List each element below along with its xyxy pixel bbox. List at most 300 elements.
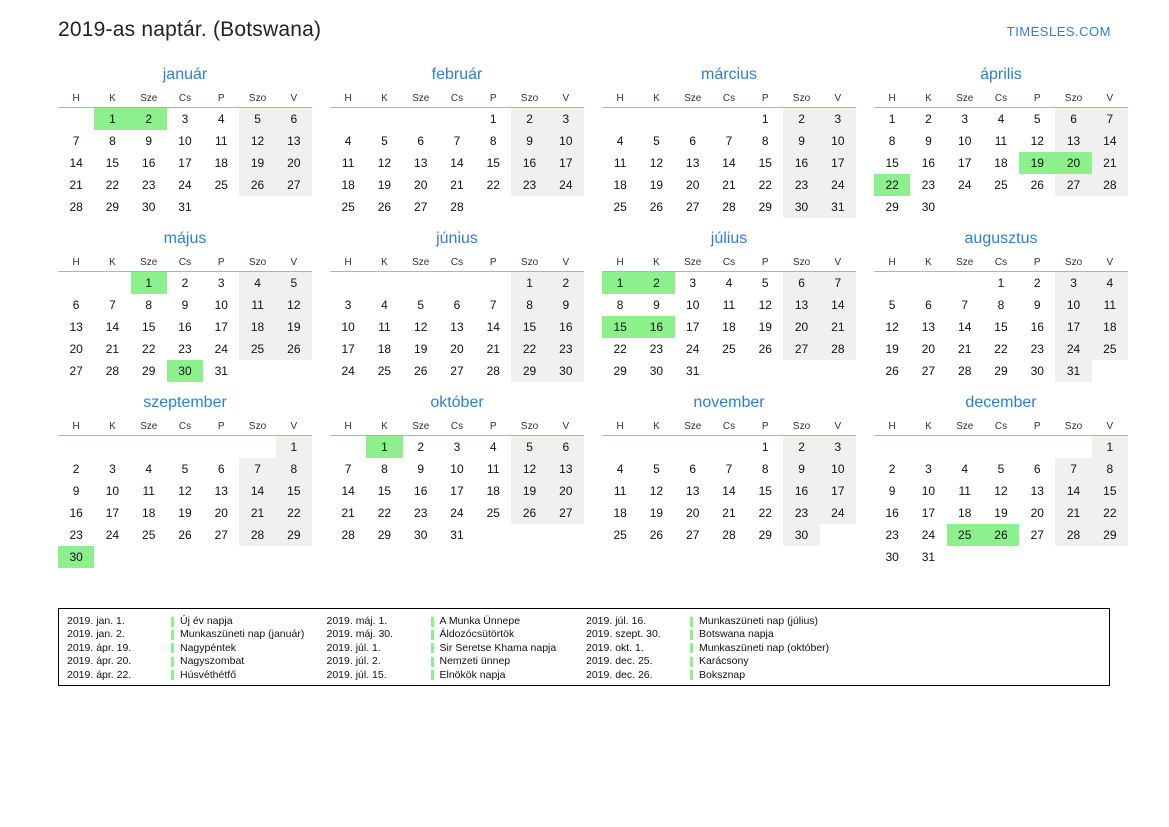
- day-cell[interactable]: 19: [649, 178, 664, 192]
- day-cell[interactable]: 16: [783, 152, 819, 174]
- day-cell[interactable]: 23: [511, 174, 547, 196]
- day-cell[interactable]: 18: [1092, 316, 1128, 338]
- day-cell[interactable]: 24: [450, 506, 464, 520]
- day-cell[interactable]: 10: [178, 134, 192, 148]
- day-cell[interactable]: 4: [961, 462, 969, 476]
- day-cell[interactable]: 2: [783, 436, 819, 459]
- day-cell[interactable]: 28: [450, 200, 464, 214]
- day-cell[interactable]: 10: [686, 298, 700, 312]
- day-cell[interactable]: 5: [511, 436, 547, 459]
- day-cell[interactable]: 12: [994, 484, 1008, 498]
- day-cell[interactable]: 14: [1092, 130, 1128, 152]
- day-cell[interactable]: 27: [1030, 528, 1044, 542]
- day-cell[interactable]: 29: [142, 364, 156, 378]
- day-cell[interactable]: 18: [214, 156, 228, 170]
- day-cell[interactable]: 3: [344, 298, 352, 312]
- day-cell[interactable]: 27: [450, 364, 464, 378]
- day-cell[interactable]: 20: [1030, 506, 1044, 520]
- day-cell[interactable]: 3: [109, 462, 116, 476]
- day-cell[interactable]: 13: [686, 156, 700, 170]
- day-cell[interactable]: 16: [1030, 320, 1044, 334]
- day-cell[interactable]: 19: [414, 342, 428, 356]
- day-cell[interactable]: 15: [758, 156, 772, 170]
- day-cell[interactable]: 10: [341, 320, 355, 334]
- day-cell[interactable]: 1: [511, 272, 547, 295]
- day-cell[interactable]: 9: [548, 294, 584, 316]
- day-cell[interactable]: 5: [181, 462, 189, 476]
- day-cell[interactable]: 22: [486, 178, 500, 192]
- day-cell[interactable]: 3: [820, 108, 856, 131]
- day-cell[interactable]: 27: [276, 174, 312, 196]
- day-cell[interactable]: 5: [381, 134, 388, 148]
- day-cell[interactable]: 24: [548, 174, 584, 196]
- day-cell[interactable]: 21: [722, 506, 736, 520]
- day-cell[interactable]: 25: [613, 528, 627, 542]
- day-cell[interactable]: 24: [820, 502, 856, 524]
- day-cell[interactable]: 9: [783, 458, 819, 480]
- day-cell[interactable]: 8: [109, 134, 116, 148]
- day-cell[interactable]: 6: [783, 272, 819, 295]
- day-cell[interactable]: 3: [548, 108, 584, 131]
- day-cell[interactable]: 4: [239, 272, 275, 295]
- day-cell[interactable]: 24: [958, 178, 972, 192]
- day-cell[interactable]: 26: [758, 342, 772, 356]
- day-cell[interactable]: 28: [341, 528, 355, 542]
- day-cell[interactable]: 7: [453, 134, 461, 148]
- day-cell[interactable]: 12: [377, 156, 392, 170]
- day-cell[interactable]: 8: [1092, 458, 1128, 480]
- day-cell[interactable]: 13: [1030, 484, 1044, 498]
- day-cell[interactable]: 6: [925, 298, 932, 312]
- day-cell[interactable]: 5: [653, 134, 660, 148]
- day-cell[interactable]: 14: [958, 320, 972, 334]
- day-cell[interactable]: 24: [105, 528, 120, 542]
- day-cell[interactable]: 11: [378, 320, 391, 334]
- day-cell[interactable]: 6: [217, 462, 225, 476]
- day-cell[interactable]: 8: [761, 462, 769, 476]
- day-cell[interactable]: 22: [994, 342, 1008, 356]
- day-cell[interactable]: 23: [69, 528, 83, 542]
- day-cell[interactable]: 7: [820, 272, 856, 295]
- day-cell[interactable]: 5: [997, 462, 1005, 476]
- day-cell[interactable]: 16: [885, 506, 899, 520]
- day-cell[interactable]: 26: [276, 338, 312, 360]
- day-cell[interactable]: 23: [783, 502, 819, 524]
- day-cell[interactable]: 8: [511, 294, 547, 316]
- day-cell[interactable]: 13: [1055, 130, 1091, 152]
- day-cell[interactable]: 9: [783, 130, 819, 152]
- day-cell[interactable]: 4: [1092, 272, 1128, 295]
- day-cell[interactable]: 25: [947, 524, 983, 546]
- day-cell[interactable]: 14: [722, 156, 736, 170]
- day-cell[interactable]: 17: [820, 152, 856, 174]
- day-cell[interactable]: 11: [613, 484, 627, 498]
- day-cell[interactable]: 27: [1055, 174, 1091, 196]
- day-cell[interactable]: 5: [417, 298, 425, 312]
- day-cell[interactable]: 26: [511, 502, 547, 524]
- day-cell[interactable]: 11: [487, 462, 500, 476]
- day-cell[interactable]: 18: [994, 156, 1008, 170]
- day-cell[interactable]: 15: [511, 316, 547, 338]
- day-cell[interactable]: 7: [239, 458, 275, 480]
- day-cell[interactable]: 21: [450, 178, 464, 192]
- day-cell[interactable]: 29: [758, 200, 772, 214]
- day-cell[interactable]: 28: [239, 524, 275, 546]
- day-cell[interactable]: 9: [653, 298, 660, 312]
- day-cell[interactable]: 31: [214, 364, 228, 378]
- day-cell[interactable]: 1: [761, 440, 769, 454]
- day-cell[interactable]: 22: [511, 338, 547, 360]
- day-cell[interactable]: 24: [178, 178, 192, 192]
- day-cell[interactable]: 2: [638, 272, 674, 295]
- day-cell[interactable]: 4: [489, 440, 497, 454]
- day-cell[interactable]: 4: [616, 462, 624, 476]
- day-cell[interactable]: 13: [69, 320, 83, 334]
- day-cell[interactable]: 16: [69, 506, 83, 520]
- day-cell[interactable]: 19: [276, 316, 312, 338]
- day-cell[interactable]: 21: [958, 342, 972, 356]
- day-cell[interactable]: 7: [961, 298, 969, 312]
- day-cell[interactable]: 24: [214, 342, 228, 356]
- day-cell[interactable]: 11: [994, 134, 1008, 148]
- day-cell[interactable]: 24: [820, 174, 856, 196]
- day-cell[interactable]: 1: [366, 436, 402, 459]
- day-cell[interactable]: 27: [548, 502, 584, 524]
- day-cell[interactable]: 9: [511, 130, 547, 152]
- day-cell[interactable]: 1: [489, 112, 497, 126]
- day-cell[interactable]: 27: [214, 528, 228, 542]
- day-cell[interactable]: 29: [758, 528, 772, 542]
- day-cell[interactable]: 14: [820, 294, 856, 316]
- day-cell[interactable]: 10: [548, 130, 584, 152]
- day-cell[interactable]: 14: [722, 484, 736, 498]
- day-cell[interactable]: 18: [239, 316, 275, 338]
- day-cell[interactable]: 8: [381, 462, 388, 476]
- day-cell[interactable]: 6: [1033, 462, 1041, 476]
- day-cell[interactable]: 20: [69, 342, 83, 356]
- day-cell[interactable]: 28: [1055, 524, 1091, 546]
- day-cell[interactable]: 16: [414, 484, 428, 498]
- day-cell[interactable]: 30: [167, 360, 203, 382]
- day-cell[interactable]: 21: [105, 342, 120, 356]
- day-cell[interactable]: 27: [686, 528, 700, 542]
- day-cell[interactable]: 3: [961, 112, 969, 126]
- day-cell[interactable]: 31: [820, 196, 856, 218]
- day-cell[interactable]: 25: [341, 200, 355, 214]
- day-cell[interactable]: 17: [178, 156, 192, 170]
- day-cell[interactable]: 2: [417, 440, 425, 454]
- day-cell[interactable]: 23: [178, 342, 192, 356]
- day-cell[interactable]: 28: [69, 200, 83, 214]
- day-cell[interactable]: 8: [145, 298, 153, 312]
- day-cell[interactable]: 12: [414, 320, 428, 334]
- day-cell[interactable]: 21: [341, 506, 355, 520]
- day-cell[interactable]: 16: [783, 480, 819, 502]
- day-cell[interactable]: 22: [613, 342, 627, 356]
- day-cell[interactable]: 6: [417, 134, 425, 148]
- day-cell[interactable]: 10: [450, 462, 464, 476]
- day-cell[interactable]: 14: [239, 480, 275, 502]
- day-cell[interactable]: 19: [178, 506, 192, 520]
- day-cell[interactable]: 13: [921, 320, 936, 334]
- day-cell[interactable]: 5: [888, 298, 896, 312]
- day-cell[interactable]: 13: [414, 156, 428, 170]
- day-cell[interactable]: 17: [686, 320, 700, 334]
- day-cell[interactable]: 21: [722, 178, 736, 192]
- day-cell[interactable]: 7: [725, 462, 733, 476]
- day-cell[interactable]: 25: [1092, 338, 1128, 360]
- day-cell[interactable]: 18: [142, 506, 156, 520]
- day-cell[interactable]: 24: [921, 528, 936, 542]
- day-cell[interactable]: 16: [921, 156, 936, 170]
- day-cell[interactable]: 20: [1055, 152, 1091, 174]
- day-cell[interactable]: 7: [344, 462, 352, 476]
- day-cell[interactable]: 15: [602, 316, 638, 338]
- day-cell[interactable]: 2: [548, 272, 584, 295]
- day-cell[interactable]: 24: [1055, 338, 1091, 360]
- day-cell[interactable]: 23: [921, 178, 936, 192]
- day-cell[interactable]: 10: [105, 484, 120, 498]
- day-cell[interactable]: 19: [758, 320, 772, 334]
- day-cell[interactable]: 18: [613, 506, 627, 520]
- day-cell[interactable]: 7: [489, 298, 497, 312]
- day-cell[interactable]: 2: [511, 108, 547, 131]
- day-cell[interactable]: 20: [414, 178, 428, 192]
- day-cell[interactable]: 11: [239, 294, 275, 316]
- day-cell[interactable]: 6: [548, 436, 584, 459]
- day-cell[interactable]: 16: [638, 316, 674, 338]
- day-cell[interactable]: 17: [548, 152, 584, 174]
- day-cell[interactable]: 18: [377, 342, 392, 356]
- day-cell[interactable]: 30: [783, 196, 819, 218]
- day-cell[interactable]: 9: [145, 134, 153, 148]
- day-cell[interactable]: 26: [414, 364, 428, 378]
- day-cell[interactable]: 29: [885, 200, 899, 214]
- day-cell[interactable]: 6: [689, 462, 697, 476]
- day-cell[interactable]: 4: [616, 134, 624, 148]
- day-cell[interactable]: 5: [239, 108, 275, 131]
- day-cell[interactable]: 6: [276, 108, 312, 131]
- day-cell[interactable]: 13: [276, 130, 312, 152]
- day-cell[interactable]: 30: [58, 546, 94, 568]
- day-cell[interactable]: 7: [72, 134, 80, 148]
- day-cell[interactable]: 20: [921, 342, 936, 356]
- day-cell[interactable]: 29: [511, 360, 547, 382]
- day-cell[interactable]: 12: [511, 458, 547, 480]
- day-cell[interactable]: 13: [686, 484, 700, 498]
- day-cell[interactable]: 25: [377, 364, 392, 378]
- day-cell[interactable]: 17: [921, 506, 936, 520]
- day-cell[interactable]: 23: [414, 506, 428, 520]
- day-cell[interactable]: 14: [105, 320, 120, 334]
- day-cell[interactable]: 30: [548, 360, 584, 382]
- day-cell[interactable]: 20: [783, 316, 819, 338]
- day-cell[interactable]: 28: [105, 364, 120, 378]
- day-cell[interactable]: 2: [925, 112, 932, 126]
- day-cell[interactable]: 22: [142, 342, 156, 356]
- day-cell[interactable]: 11: [958, 484, 971, 498]
- day-cell[interactable]: 12: [178, 484, 192, 498]
- day-cell[interactable]: 19: [885, 342, 899, 356]
- day-cell[interactable]: 1: [888, 112, 896, 126]
- day-cell[interactable]: 2: [783, 108, 819, 131]
- day-cell[interactable]: 21: [486, 342, 500, 356]
- day-cell[interactable]: 27: [686, 200, 700, 214]
- day-cell[interactable]: 18: [722, 320, 736, 334]
- day-cell[interactable]: 25: [486, 506, 500, 520]
- day-cell[interactable]: 30: [885, 550, 899, 564]
- day-cell[interactable]: 1: [761, 112, 769, 126]
- day-cell[interactable]: 11: [1092, 294, 1128, 316]
- day-cell[interactable]: 26: [649, 528, 664, 542]
- day-cell[interactable]: 15: [377, 484, 392, 498]
- day-cell[interactable]: 25: [214, 178, 228, 192]
- day-cell[interactable]: 5: [276, 272, 312, 295]
- day-cell[interactable]: 10: [1055, 294, 1091, 316]
- day-cell[interactable]: 15: [885, 156, 899, 170]
- day-cell[interactable]: 17: [1055, 316, 1091, 338]
- day-cell[interactable]: 1: [1092, 436, 1128, 459]
- day-cell[interactable]: 13: [450, 320, 464, 334]
- day-cell[interactable]: 15: [105, 156, 120, 170]
- day-cell[interactable]: 12: [649, 484, 664, 498]
- day-cell[interactable]: 8: [276, 458, 312, 480]
- day-cell[interactable]: 31: [178, 200, 192, 214]
- day-cell[interactable]: 8: [616, 298, 624, 312]
- day-cell[interactable]: 17: [820, 480, 856, 502]
- day-cell[interactable]: 12: [758, 298, 772, 312]
- day-cell[interactable]: 14: [341, 484, 355, 498]
- day-cell[interactable]: 28: [820, 338, 856, 360]
- day-cell[interactable]: 14: [69, 156, 83, 170]
- day-cell[interactable]: 4: [725, 276, 733, 290]
- day-cell[interactable]: 22: [758, 506, 772, 520]
- day-cell[interactable]: 6: [453, 298, 461, 312]
- day-cell[interactable]: 23: [1030, 342, 1044, 356]
- day-cell[interactable]: 2: [1033, 276, 1041, 290]
- day-cell[interactable]: 16: [511, 152, 547, 174]
- day-cell[interactable]: 2: [888, 462, 896, 476]
- day-cell[interactable]: 18: [958, 506, 972, 520]
- day-cell[interactable]: 16: [142, 156, 156, 170]
- day-cell[interactable]: 11: [341, 156, 355, 170]
- day-cell[interactable]: 3: [1055, 272, 1091, 295]
- day-cell[interactable]: 26: [1030, 178, 1044, 192]
- day-cell[interactable]: 17: [105, 506, 120, 520]
- day-cell[interactable]: 26: [377, 200, 392, 214]
- day-cell[interactable]: 4: [145, 462, 153, 476]
- day-cell[interactable]: 11: [722, 298, 736, 312]
- day-cell[interactable]: 21: [239, 502, 275, 524]
- day-cell[interactable]: 17: [958, 156, 972, 170]
- day-cell[interactable]: 15: [994, 320, 1008, 334]
- day-cell[interactable]: 26: [239, 174, 275, 196]
- day-cell[interactable]: 30: [649, 364, 664, 378]
- day-cell[interactable]: 29: [613, 364, 627, 378]
- day-cell[interactable]: 30: [414, 528, 428, 542]
- day-cell[interactable]: 26: [983, 524, 1019, 546]
- day-cell[interactable]: 23: [783, 174, 819, 196]
- day-cell[interactable]: 9: [1033, 298, 1041, 312]
- day-cell[interactable]: 17: [214, 320, 228, 334]
- day-cell[interactable]: 2: [131, 108, 167, 131]
- day-cell[interactable]: 23: [649, 342, 664, 356]
- day-cell[interactable]: 3: [925, 462, 932, 476]
- day-cell[interactable]: 30: [1030, 364, 1044, 378]
- day-cell[interactable]: 29: [105, 200, 120, 214]
- day-cell[interactable]: 11: [215, 134, 228, 148]
- day-cell[interactable]: 13: [548, 458, 584, 480]
- day-cell[interactable]: 19: [994, 506, 1008, 520]
- day-cell[interactable]: 9: [181, 298, 189, 312]
- day-cell[interactable]: 9: [925, 134, 932, 148]
- day-cell[interactable]: 7: [725, 134, 733, 148]
- day-cell[interactable]: 2: [181, 276, 189, 290]
- day-cell[interactable]: 19: [239, 152, 275, 174]
- day-cell[interactable]: 9: [888, 484, 896, 498]
- day-cell[interactable]: 12: [649, 156, 664, 170]
- day-cell[interactable]: 7: [1055, 458, 1091, 480]
- day-cell[interactable]: 21: [69, 178, 83, 192]
- day-cell[interactable]: 19: [511, 480, 547, 502]
- day-cell[interactable]: 11: [613, 156, 627, 170]
- day-cell[interactable]: 19: [377, 178, 392, 192]
- day-cell[interactable]: 25: [994, 178, 1008, 192]
- day-cell[interactable]: 12: [276, 294, 312, 316]
- day-cell[interactable]: 31: [1055, 360, 1091, 382]
- day-cell[interactable]: 18: [341, 178, 355, 192]
- day-cell[interactable]: 4: [217, 112, 225, 126]
- day-cell[interactable]: 26: [178, 528, 192, 542]
- day-cell[interactable]: 26: [885, 364, 899, 378]
- day-cell[interactable]: 4: [344, 134, 352, 148]
- day-cell[interactable]: 15: [142, 320, 156, 334]
- day-cell[interactable]: 22: [758, 178, 772, 192]
- day-cell[interactable]: 28: [958, 364, 972, 378]
- day-cell[interactable]: 17: [450, 484, 464, 498]
- day-cell[interactable]: 10: [820, 458, 856, 480]
- day-cell[interactable]: 30: [783, 524, 819, 546]
- day-cell[interactable]: 13: [214, 484, 228, 498]
- day-cell[interactable]: 6: [689, 134, 697, 148]
- day-cell[interactable]: 2: [72, 462, 80, 476]
- day-cell[interactable]: 14: [1055, 480, 1091, 502]
- day-cell[interactable]: 16: [178, 320, 192, 334]
- day-cell[interactable]: 22: [377, 506, 392, 520]
- day-cell[interactable]: 27: [69, 364, 83, 378]
- day-cell[interactable]: 19: [1019, 152, 1055, 174]
- day-cell[interactable]: 10: [958, 134, 972, 148]
- day-cell[interactable]: 10: [214, 298, 228, 312]
- day-cell[interactable]: 9: [417, 462, 425, 476]
- day-cell[interactable]: 22: [1092, 502, 1128, 524]
- day-cell[interactable]: 25: [722, 342, 736, 356]
- day-cell[interactable]: 28: [722, 528, 736, 542]
- day-cell[interactable]: 8: [489, 134, 497, 148]
- day-cell[interactable]: 22: [105, 178, 120, 192]
- day-cell[interactable]: 24: [341, 364, 355, 378]
- day-cell[interactable]: 3: [453, 440, 461, 454]
- day-cell[interactable]: 1: [997, 276, 1005, 290]
- day-cell[interactable]: 29: [276, 524, 312, 546]
- day-cell[interactable]: 1: [276, 436, 312, 459]
- day-cell[interactable]: 31: [921, 550, 936, 564]
- day-cell[interactable]: 1: [602, 272, 638, 295]
- day-cell[interactable]: 22: [276, 502, 312, 524]
- day-cell[interactable]: 6: [1055, 108, 1091, 131]
- day-cell[interactable]: 23: [885, 528, 899, 542]
- day-cell[interactable]: 17: [341, 342, 355, 356]
